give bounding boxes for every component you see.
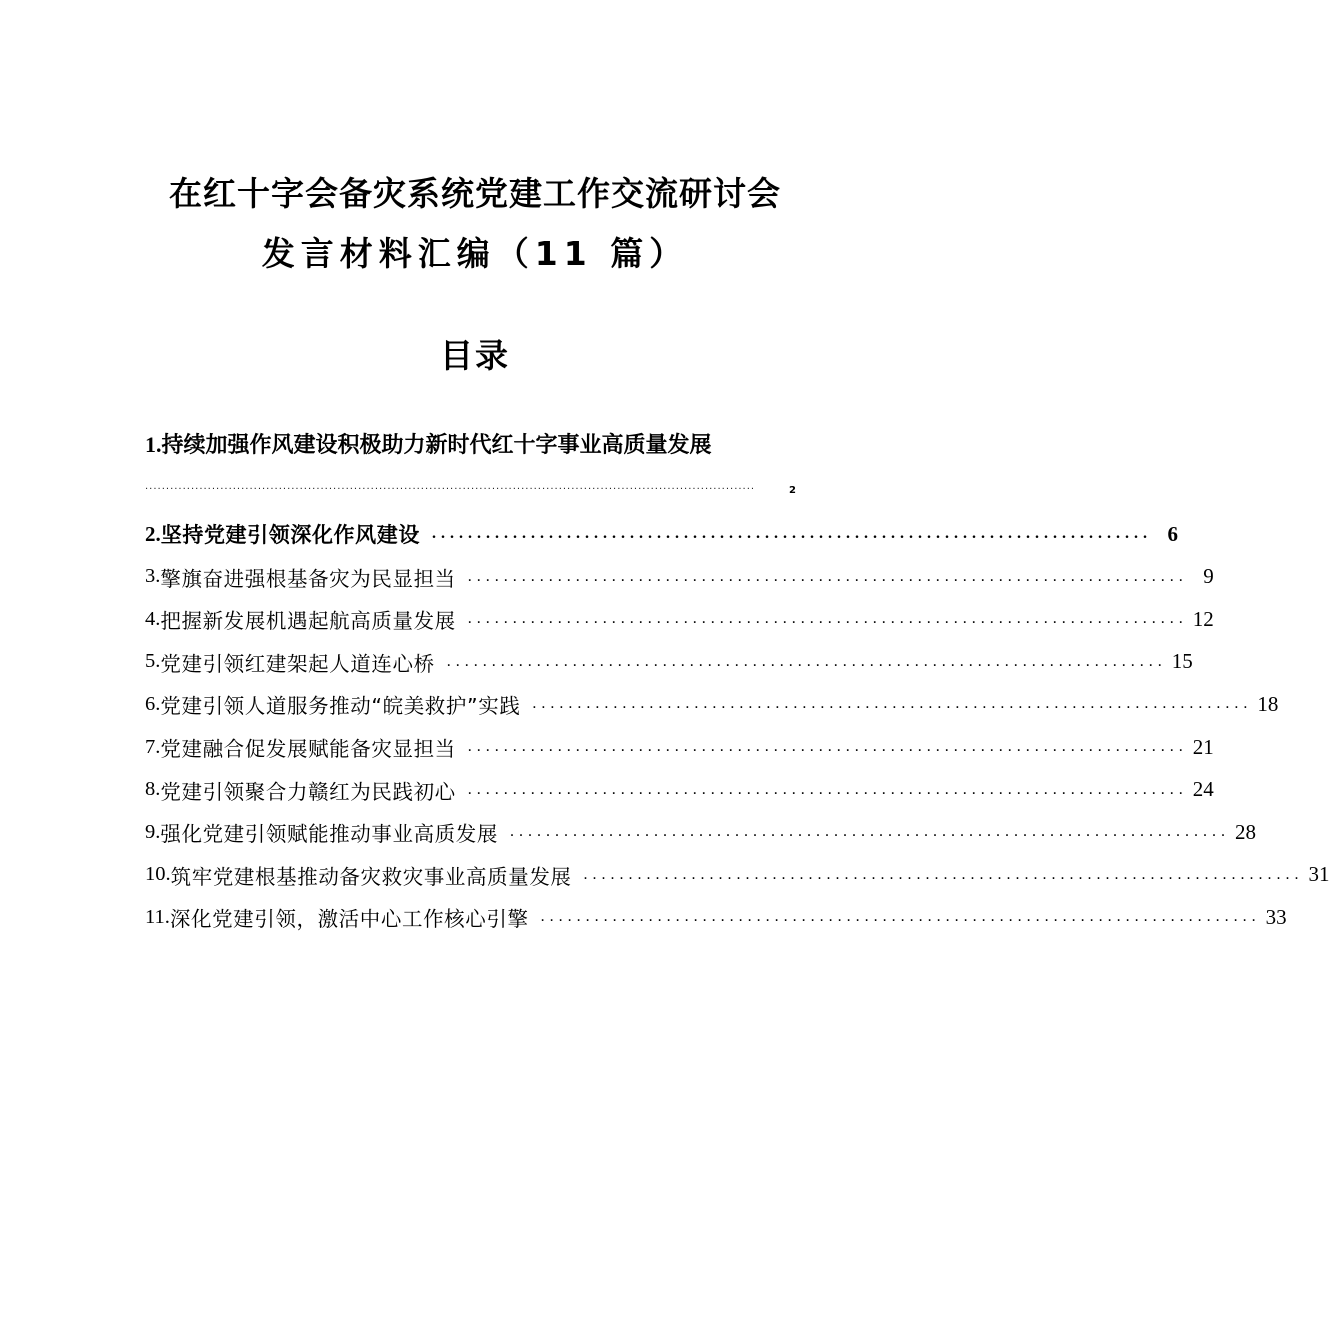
toc-entry-10[interactable] xyxy=(145,857,1330,893)
toc-leader-dots: ................................................................................ xyxy=(509,823,1230,841)
toc-entry-label: 坚持党建引领深化作风建设 xyxy=(160,523,420,547)
toc-entry-11[interactable] xyxy=(145,899,1287,935)
toc-entry-number: 7. xyxy=(145,735,161,758)
toc-entry-2[interactable] xyxy=(145,516,1178,552)
toc-entry-1[interactable] xyxy=(145,428,712,463)
toc-entry-page: 24 xyxy=(1192,777,1214,802)
toc-leader-dots: ................................................................................ xyxy=(446,652,1167,670)
toc-entry-number: 11. xyxy=(145,905,170,928)
toc-entry-5[interactable] xyxy=(145,644,1193,680)
toc-entry-number: 2. xyxy=(145,521,161,546)
toc-entry-label: 持续加强作风建设积极助力新时代红十字事业高质量发展 xyxy=(161,433,712,458)
toc-entry-label: 党建引领人道服务推动“皖美救护”实践 xyxy=(160,694,521,719)
toc-leader-dots: ................................................................................ xyxy=(467,610,1188,628)
toc-entry-label: 强化党建引领赋能推动事业高质发展 xyxy=(160,822,498,847)
toc-entry-number: 5. xyxy=(145,650,161,673)
toc-entry-label: 党建引领聚合力赣红为民践初心 xyxy=(160,779,456,804)
toc-entry-7[interactable] xyxy=(145,729,1214,765)
toc-leader-dots: ................................................................................ xyxy=(467,738,1188,755)
toc-heading: 目录 xyxy=(440,336,510,375)
toc-entry-label: 党建引领红建架起人道连心桥 xyxy=(160,651,435,676)
toc-entry-9[interactable] xyxy=(145,814,1256,850)
toc-entry-number: 9. xyxy=(145,820,161,843)
toc-entry-label: 把握新发展机遇起航高质量发展 xyxy=(160,609,456,634)
toc-leader-dots: .................................................................................................................................................. xyxy=(145,481,756,492)
toc-entry-page: 28 xyxy=(1234,819,1256,844)
toc-leader-dots: ................................................................................ xyxy=(540,908,1261,926)
toc-entry-label: 擎旗奋进强根基备灾为民显担当 xyxy=(160,566,456,591)
toc-entry-number: 3. xyxy=(145,565,161,588)
toc-leader-dots: ................................................................................ xyxy=(431,525,1152,542)
toc-entry-label: 党建融合促发展赋能备灾显担当 xyxy=(160,737,456,761)
toc-leader-dots: ................................................................................ xyxy=(532,695,1253,713)
toc-entry-6[interactable] xyxy=(145,686,1279,722)
toc-entry-label: 深化党建引领，激活中心工作核心引擎 xyxy=(169,907,529,932)
toc-entry-number: 10. xyxy=(145,863,171,886)
document-title-line-1: 在红十字会备灾系统党建工作交流研讨会 xyxy=(169,174,781,213)
toc-entry-page: 2 xyxy=(789,485,796,496)
toc-entry-8[interactable] xyxy=(145,772,1214,808)
toc-entry-number: 8. xyxy=(145,778,161,801)
toc-entry-4[interactable] xyxy=(145,601,1214,637)
toc-leader-dots: ................................................................................ xyxy=(467,567,1188,585)
toc-entry-page: 9 xyxy=(1203,564,1214,589)
toc-entry-page: 33 xyxy=(1265,904,1287,929)
toc-entry-page: 6 xyxy=(1167,521,1178,546)
toc-leader-dots: ................................................................................ xyxy=(467,780,1188,798)
toc-entry-label: 筑牢党建根基推动备灾救灾事业高质量发展 xyxy=(170,864,572,889)
toc-entry-number: 1. xyxy=(145,432,162,457)
toc-entry-number: 6. xyxy=(145,692,161,715)
toc-entry-page: 12 xyxy=(1192,606,1214,631)
toc-entry-number: 4. xyxy=(145,607,161,630)
toc-entry-page: 31 xyxy=(1308,862,1330,887)
toc-entry-3[interactable] xyxy=(145,559,1214,595)
toc-entry-page: 15 xyxy=(1171,649,1193,674)
toc-entry-page: 18 xyxy=(1257,691,1279,716)
toc-entry-page: 21 xyxy=(1192,734,1214,759)
toc-leader-dots: ................................................................................ xyxy=(583,865,1304,883)
document-title-line-2: 发言材料汇编（11 篇） xyxy=(261,234,689,273)
